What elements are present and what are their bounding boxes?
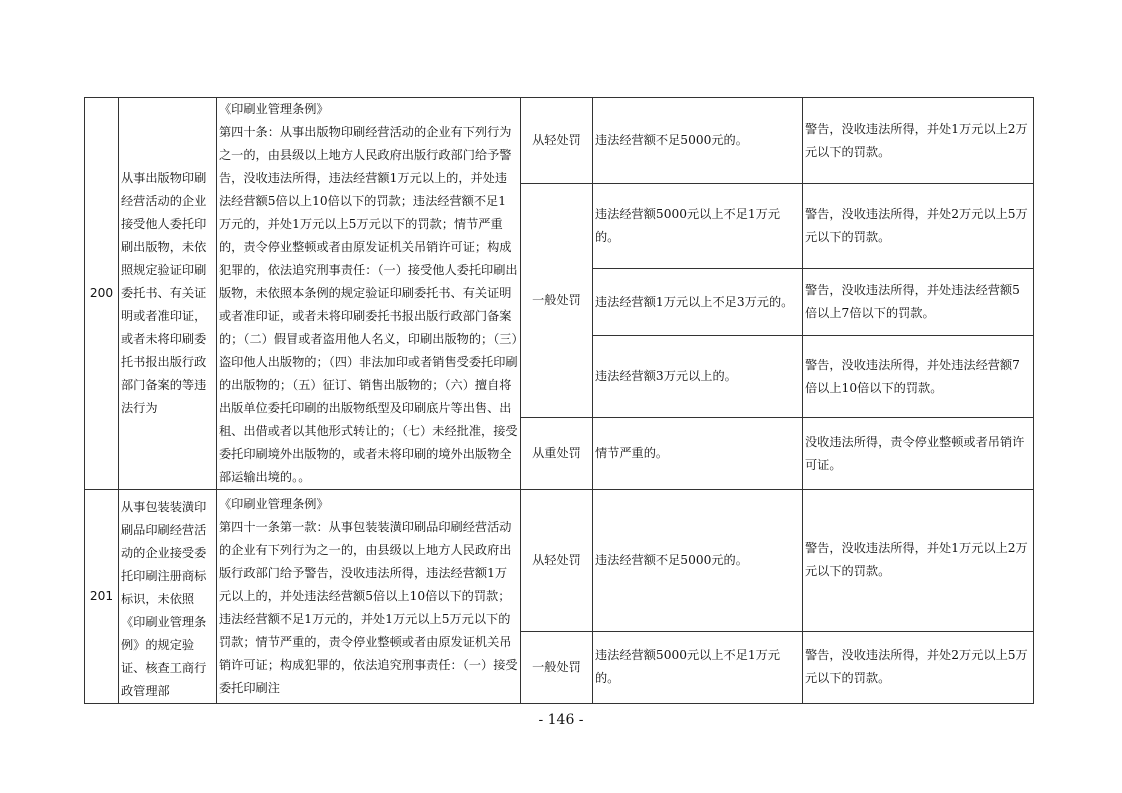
condition-cell: 违法经营额5000元以上不足1万元的。 bbox=[593, 631, 803, 703]
penalty-cell: 警告，没收违法所得，并处违法经营额5倍以上7倍以下的罚款。 bbox=[803, 269, 1034, 336]
legal-basis-text: 《印刷业管理条例》 第四十条：从事出版物印刷经营活动的企业有下列行为之一的，由县级以上地方人民政府出版行政部门给予警告，没收违法所得，违法经营额1万元以上的，并处违法经营额5倍以上10倍以下的罚款；违法经营额不足1万元的，并处1万元以上5万元以下的罚款；情节严重的，责令停业整顿或者由原发证机关吊销许可证；构成犯罪的，依法追究刑事责任：（一）接受他人委托印刷出版物，未依照本条例的规定验证印刷委托书、有关证明或者准印证，或者未将印刷委托书报出版行政部门备案的；（二）假冒或者盗用他人名义，印刷出版物的；（三）盗印他人出版物的；（四）非法加印或者销售受委托印刷的出版物的；（五）征订、销售出版物的；（六）擅自将出版单位委托印刷的出版物纸型及印刷底片等出售、出租、出借或者以其他形式转让的；（七）未经批准，接受委托印刷境外出版物的，或者未将印刷的境外出版物全部运输出境的。。 bbox=[219, 102, 518, 484]
page-number: - 146 - bbox=[538, 712, 584, 728]
penalty-cell: 没收违法所得，责令停业整顿或者吊销许可证。 bbox=[803, 418, 1034, 490]
penalty-cell: 警告，没收违法所得，并处违法经营额7倍以上10倍以下的罚款。 bbox=[803, 336, 1034, 418]
penalty-cell: 警告，没收违法所得，并处2万元以上5万元以下的罚款。 bbox=[803, 184, 1034, 269]
condition-cell: 违法经营额3万元以上的。 bbox=[593, 336, 803, 418]
penalty-level: 从轻处罚 bbox=[521, 98, 593, 184]
legal-basis-text: 《印刷业管理条例》 第四十一条第一款：从事包装装潢印刷品印刷经营活动的企业有下列行为之一的，由县级以上地方人民政府出版行政部门给予警告，没收违法所得，违法经营额1万元以上的，并处违法经营额5倍以上10倍以下的罚款；违法经营额不足1万元的，并处1万元以上5万元以下的罚款；情节严重的，责令停业整顿或者由原发证机关吊销许可证；构成犯罪的，依法追究刑事责任：（一）接受委托印刷注 bbox=[219, 497, 518, 695]
penalty-cell: 警告，没收违法所得，并处1万元以上2万元以下的罚款。 bbox=[803, 490, 1034, 632]
table-row bbox=[85, 490, 1034, 632]
row-number: 201 bbox=[85, 490, 119, 704]
penalty-level: 一般处罚 bbox=[521, 631, 593, 703]
row-number: 200 bbox=[85, 98, 119, 490]
penalty-level: 一般处罚 bbox=[521, 184, 593, 418]
penalty-level: 从轻处罚 bbox=[521, 490, 593, 632]
condition-cell: 违法经营额1万元以上不足3万元的。 bbox=[593, 269, 803, 336]
condition-cell: 情节严重的。 bbox=[593, 418, 803, 490]
violation-name: 从事包装装潢印刷品印刷经营活动的企业接受委托印刷注册商标标识，未依照《印刷业管理条例》的规定验证、核查工商行政管理部 bbox=[119, 490, 217, 704]
violation-name: 从事出版物印刷经营活动的企业接受他人委托印刷出版物，未依照规定验证印刷委托书、有关证明或者准印证，或者未将印刷委托书报出版行政部门备案的等违法行为 bbox=[119, 98, 217, 490]
penalty-level: 从重处罚 bbox=[521, 418, 593, 490]
legal-basis bbox=[217, 490, 521, 704]
penalty-cell: 警告，没收违法所得，并处2万元以上5万元以下的罚款。 bbox=[803, 631, 1034, 703]
legal-basis bbox=[217, 98, 521, 490]
condition-cell: 违法经营额5000元以上不足1万元的。 bbox=[593, 184, 803, 269]
penalty-cell: 警告，没收违法所得，并处1万元以上2万元以下的罚款。 bbox=[803, 98, 1034, 184]
table-row bbox=[85, 98, 1034, 184]
condition-cell: 违法经营额不足5000元的。 bbox=[593, 490, 803, 632]
penalty-standard-table bbox=[84, 97, 1034, 704]
condition-cell: 违法经营额不足5000元的。 bbox=[593, 98, 803, 184]
